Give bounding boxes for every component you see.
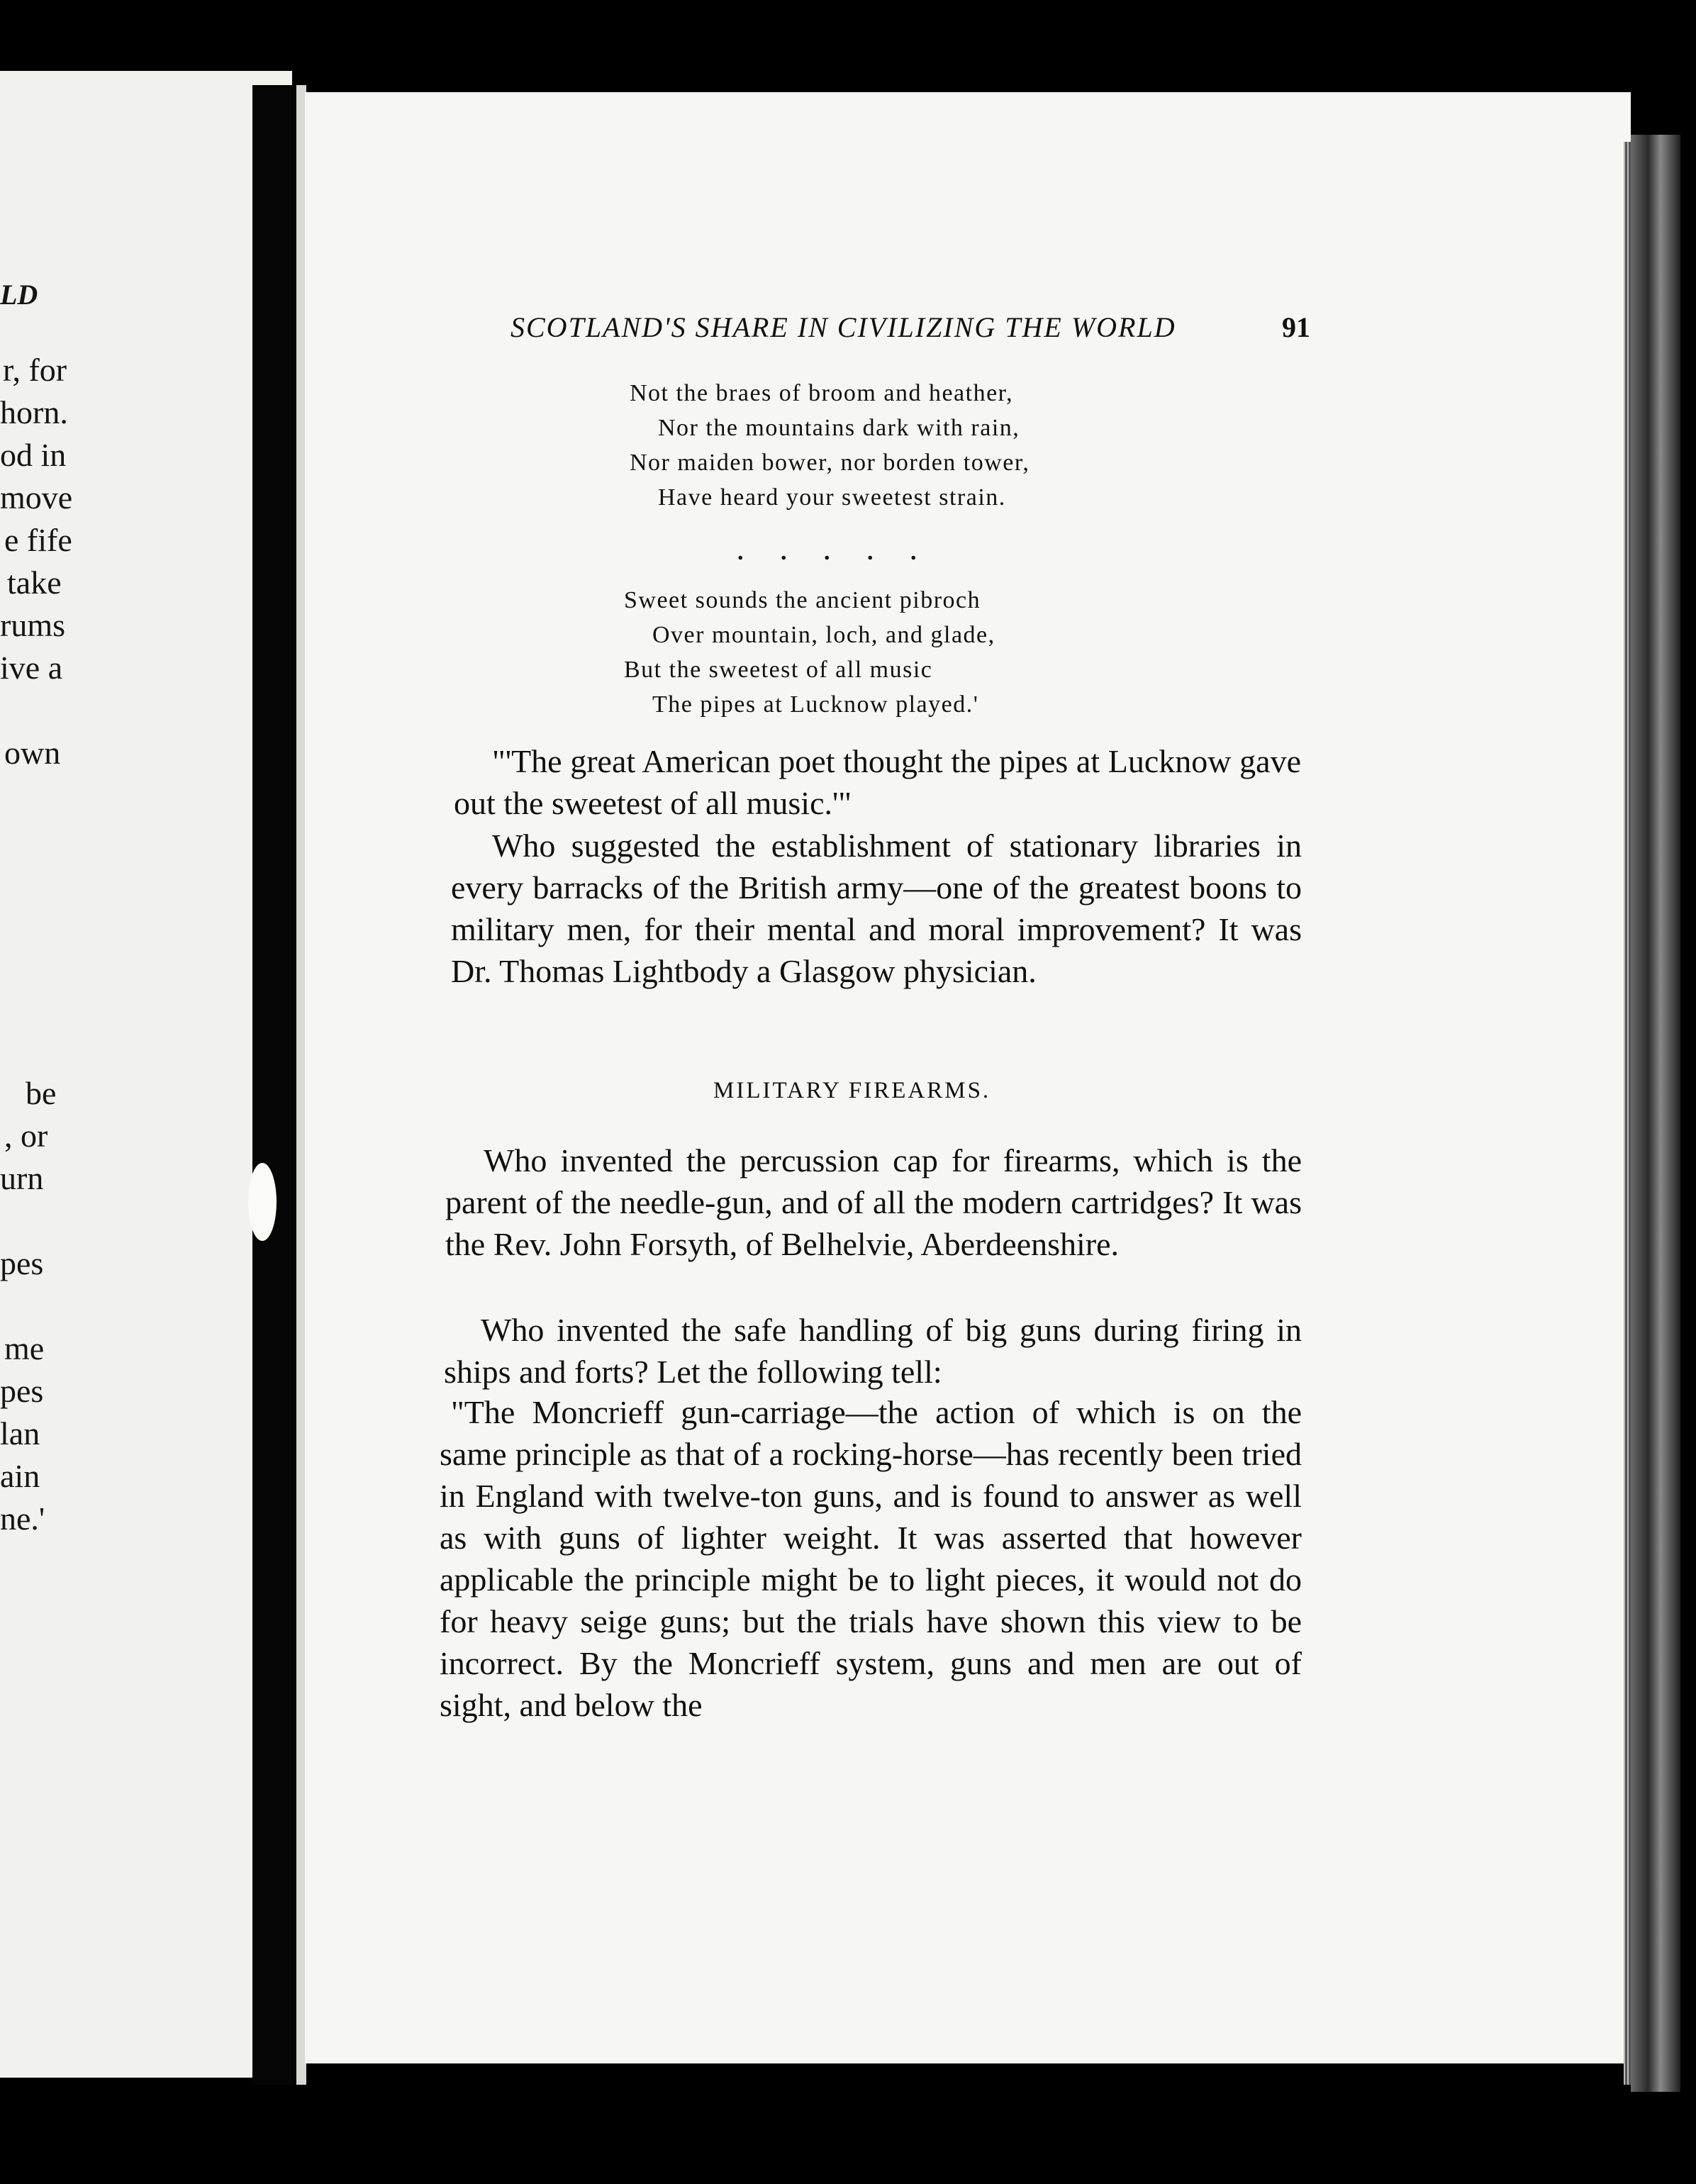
poem-ellipsis: . . . . . [737,539,932,565]
poem-stanza [624,583,995,722]
left-page-text-fragment: ne.' [0,1500,45,1537]
left-page-text-fragment: pes [0,1373,44,1409]
left-page-text-fragment: e fife [4,522,72,558]
body-paragraph: "The Moncrieff gun-carriage—the action of which is on the same principle as that of a rocking-horse—has recently been tried in England with twelve-ton guns, and is found to answer as well as with guns of lighter weight. It was asserted that however applicable the principle might be to light pieces, it would not do for heavy seige guns; but the trials have shown this view to be incorrect. By the Moncrieff system, guns and men are out of sight, and below the [440,1394,1302,1723]
poem-line: Sweet sounds the ancient pibroch [624,587,981,613]
poem-line: But the sweetest of all music [624,657,933,683]
poem-line: The pipes at Lucknow played.' [652,691,979,718]
poem-line: Not the braes of broom and heather, [630,380,1014,406]
left-page-text-fragment: rums [0,607,65,643]
body-paragraph: Who suggested the establishment of stationary libraries in every barracks of the British army—one of the greatest boons to military men, for their mental and moral improvement? It was Dr. Thomas Lightbody a Glasgow physician. [451,828,1302,989]
left-page-text-fragment: lan [0,1415,40,1452]
body-paragraph: Who invented the safe handling of big guns during firing in ships and forts? Let the following tell: [444,1312,1302,1390]
poem-line: Nor the mountains dark with rain, [658,415,1020,441]
poem-stanza [630,376,1030,515]
body-paragraph: "'The great American poet thought the pipes at Lucknow gave out the sweetest of all music.'" [454,743,1301,821]
poem-line: Nor maiden bower, nor borden tower, [630,450,1030,476]
left-page-text-fragment: horn. [0,394,68,430]
left-page-text-fragment: urn [0,1160,44,1196]
left-page-text-fragment: r, for [3,352,67,388]
section-heading: MILITARY FIREARMS. [713,1078,991,1103]
left-page-text-fragment: be [26,1075,57,1111]
running-head: SCOTLAND'S SHARE IN CIVILIZING THE WORLD [511,311,1176,343]
page-number: 91 [1282,311,1310,343]
left-page-text-fragment: pes [0,1245,44,1281]
left-page-text-fragment: , or [4,1118,48,1154]
left-page-text-fragment: move [0,479,73,516]
left-page-text-fragment: ain [0,1458,40,1494]
left-page-text-fragment: me [4,1330,45,1366]
poem-line: Over mountain, loch, and glade, [652,622,995,648]
poem-line: Have heard your sweetest strain. [658,484,1006,511]
body-paragraph: Who invented the percussion cap for firearms, which is the parent of the needle-gun, and of all the modern cartridges? It was the Rev. John Forsyth, of Belhelvie, Aberdeenshire. [445,1142,1302,1262]
left-page-text-fragment: take [7,564,62,601]
left-page-text-fragment: ive a [0,650,63,686]
left-page-text-fragment: od in [0,437,67,473]
left-page-text-fragment: own [4,735,61,771]
left-page-running-head-fragment: LD [0,279,38,311]
